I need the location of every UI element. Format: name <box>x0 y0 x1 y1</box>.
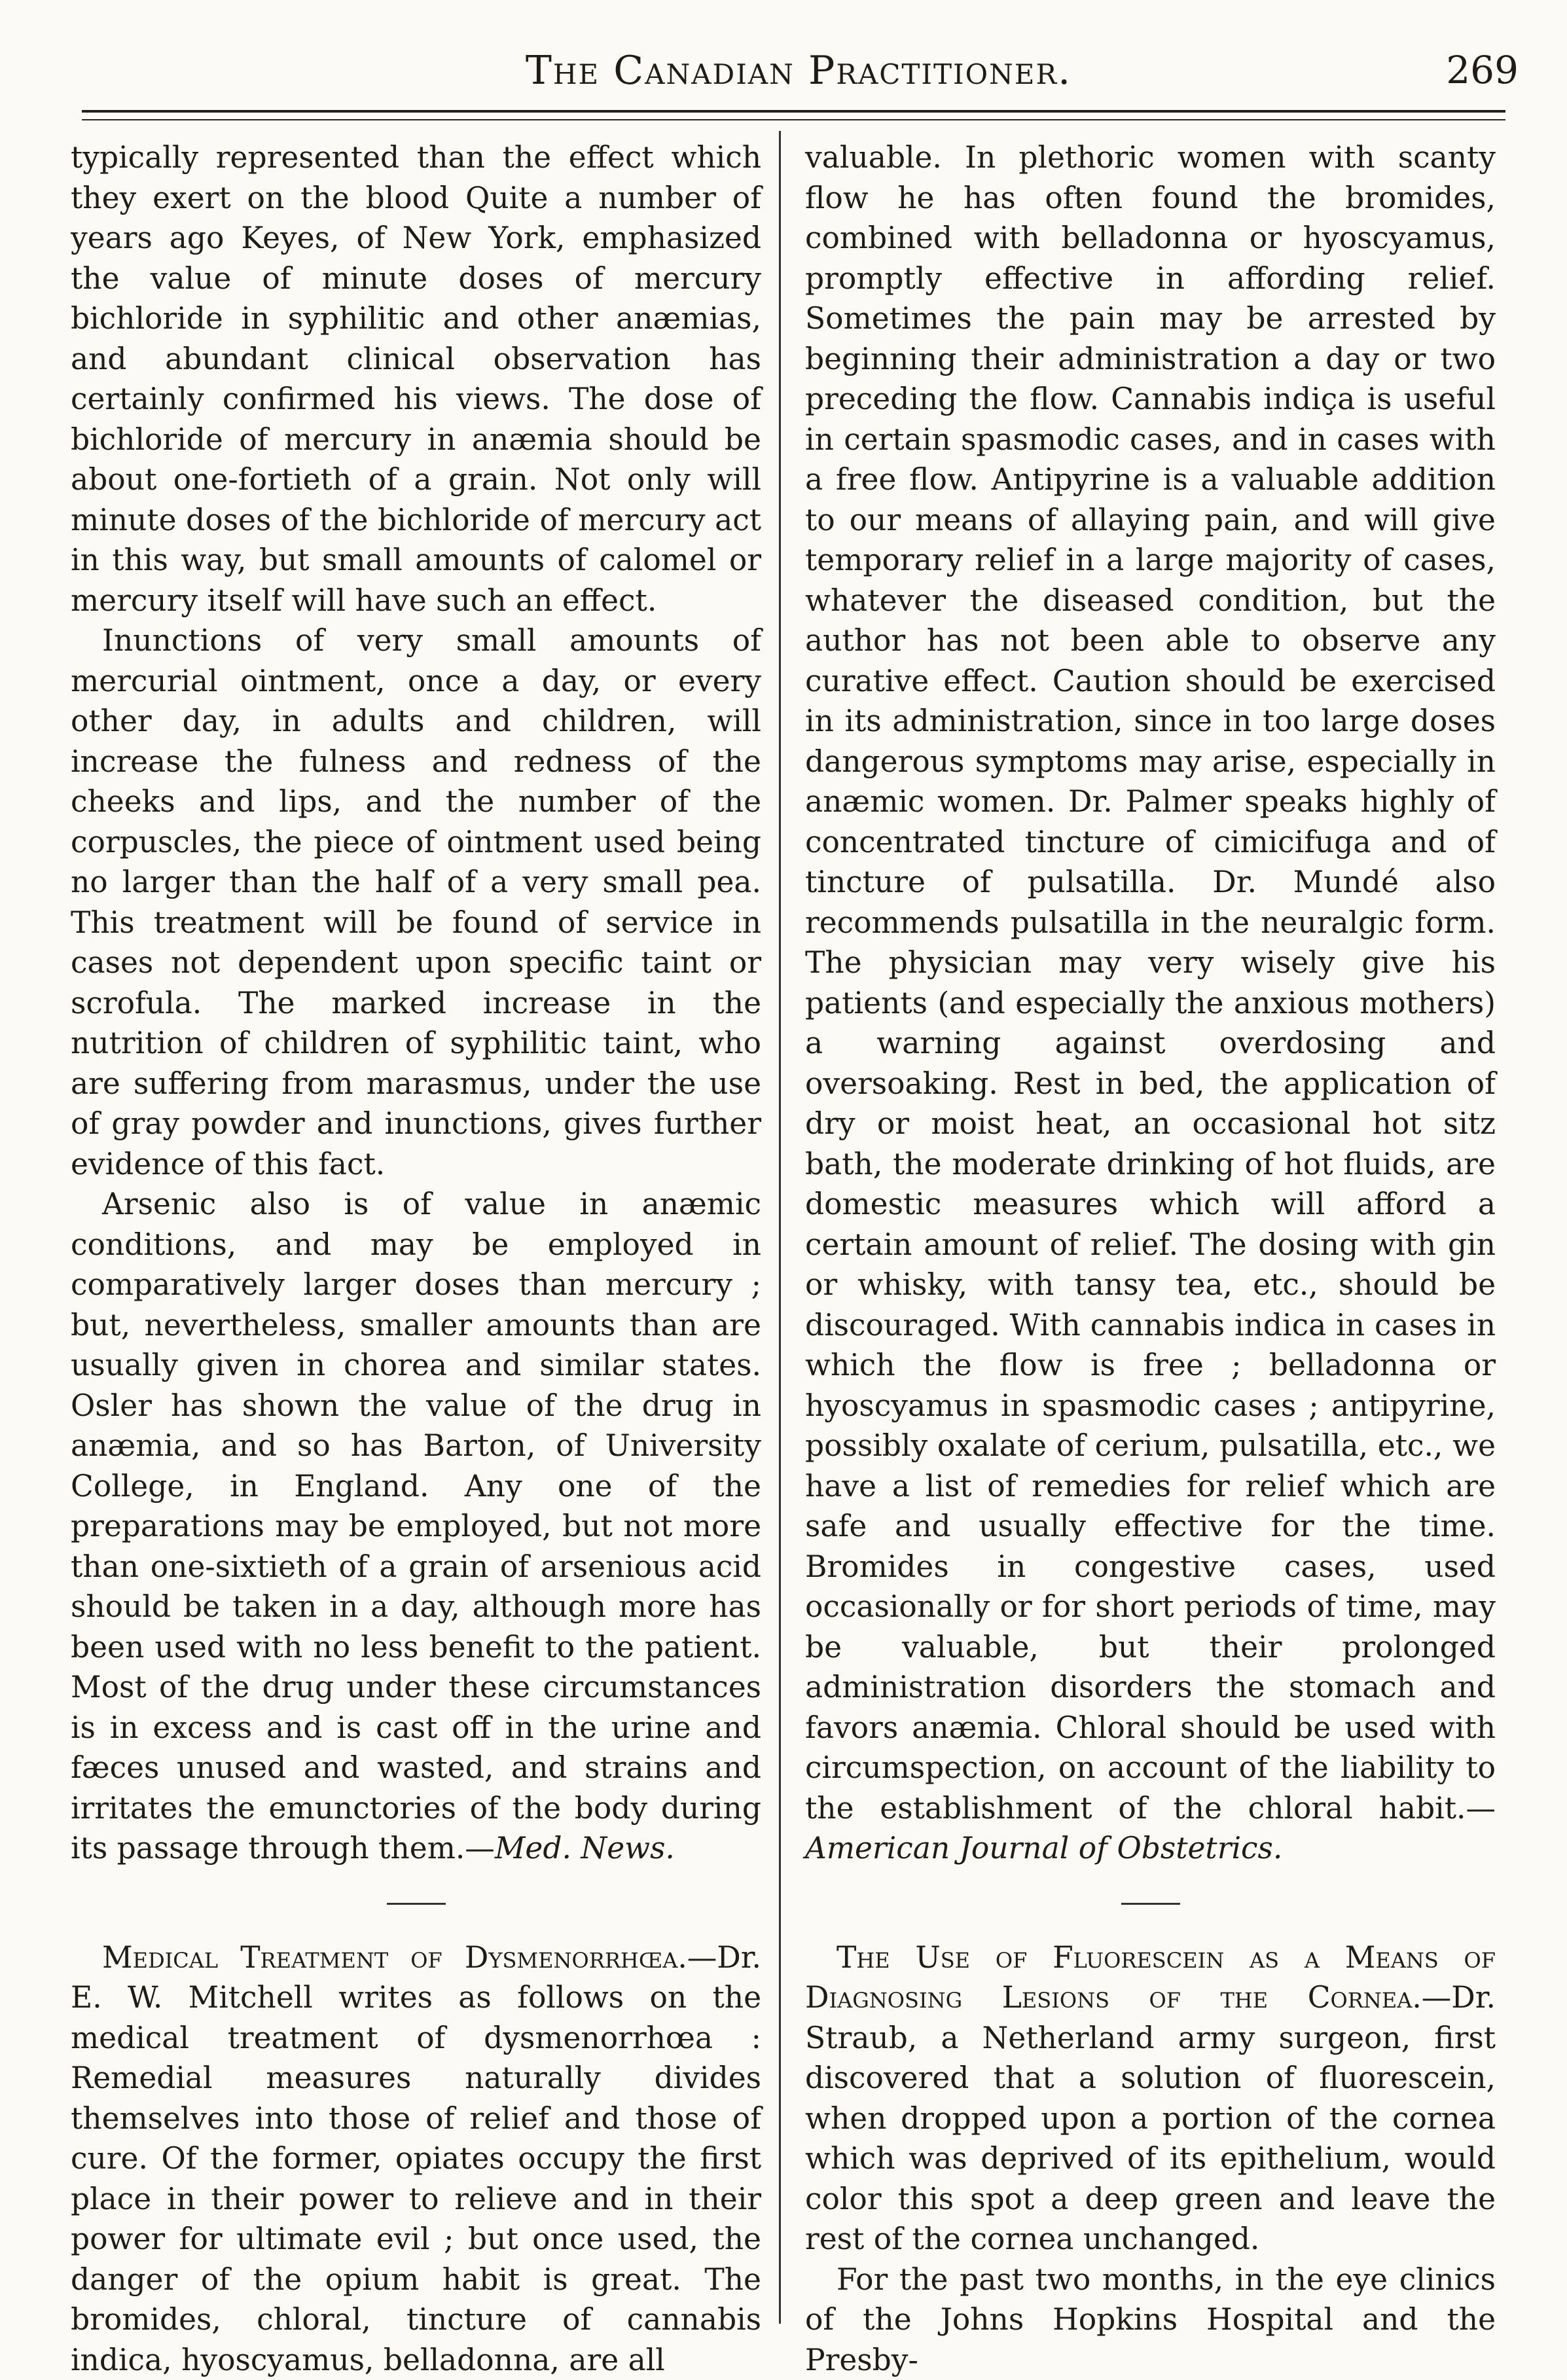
paragraph-text: Arsenic also is of value in anæmic conditions, and may be employed in comparatively larger doses than mercury ; but, nevertheless, smaller amounts than are usually given in chorea and similar states. Osler has shown the value of the drug in anæmia, and so has Barton, of University College, in England. Any one of the preparations may be employed, but not more than one-sixtieth of a grain of arsenious acid should be taken in a day, although more has been used with no less benefit to the patient. Most of the drug under these circumstances is in excess and is cast off in the urine and fæces unused and wasted, and strains and irritates the emunctories of the body during its passage through them.— <box>71 1187 761 1866</box>
header-rule-thick <box>82 110 1505 113</box>
citation: Med. News. <box>495 1831 675 1866</box>
paragraph <box>71 1184 761 1869</box>
column-divider <box>779 131 781 2324</box>
left-column <box>71 137 761 2380</box>
running-title: The Canadian Practitioner. <box>79 48 1519 94</box>
paragraph-text: valuable. In plethoric women with scanty flow he has often found the bromides, combined with belladonna or hyoscyamus, promptly effective in affording relief. Sometimes the pain may be arrested by beginning their administration a day or two preceding the flow. Cannabis indiça is useful in certain spasmodic cases, and in cases with a free flow. Antipyrine is a valuable addition to our means of allaying pain, and will give temporary relief in a large majority of cases, whatever the diseased condition, but the author has not been able to observe any curative effect. Caution should be exercised in its administration, since in too large doses dangerous symptoms may arise, especially in anæmic women. Dr. Palmer speaks highly of concentrated tincture of cimicifuga and of tincture of pulsatilla. Dr. Mundé also recommends pulsatilla in the neuralgic form. The physician may very wisely give his patients (and especially the anxious mothers) a warning against overdosing and oversoaking. Rest in bed, the application of dry or moist heat, an occasional hot sitz bath, the moderate drinking of hot fluids, are domestic measures which will afford a certain amount of relief. The dosing with gin or whisky, with tansy tea, etc., should be discouraged. With cannabis indica in cases in which the flow is free ; belladonna or hyoscyamus in spasmodic cases ; antipyrine, possibly oxalate of cerium, pulsatilla, etc., we have a list of remedies for relief which are safe and usually effective for the time. Bromides in congestive cases, used occasionally or for short periods of time, may be valuable, but their prolonged administration disorders the stomach and favors anæmia. Chloral should be used with circumspection, on account of the liability to the establishment of the chloral habit.— <box>805 140 1496 1826</box>
section-separator <box>1121 1903 1180 1905</box>
paragraph-text: —Dr. E. W. Mitchell writes as follows on the medical treatment of dysmenorrhœa : Remedial measures naturally divides themselves into those of relief and those of cure. Of the former, opiates occupy the first place in their power to relieve and in their power for ultimate evil ; but once used, the danger of the opium habit is great. The bromides, chloral, tincture of cannabis indica, hyoscyamus, belladonna, are all <box>71 1940 761 2377</box>
section-separator <box>387 1903 446 1905</box>
page-number: 269 <box>1446 48 1519 92</box>
paragraph <box>805 137 1496 1869</box>
page-header <box>79 36 1519 108</box>
paragraph <box>805 1938 1496 2260</box>
paragraph-text: —Dr. Straub, a Netherland army surgeon, first discovered that a solution of fluorescein, when dropped upon a portion of the cornea which was deprived of its epithelium, would color this spot a deep green and leave the rest of the cornea unchanged. <box>805 1980 1496 2256</box>
citation: American Journal of Obstetrics. <box>805 1831 1282 1866</box>
section-heading: Medical Treatment of Dysmenorrhœa. <box>102 1940 687 1975</box>
right-column <box>805 137 1496 2380</box>
paragraph <box>71 1938 761 2380</box>
header-rule-thin <box>82 119 1505 120</box>
paragraph: typically represented than the effect which they exert on the blood Quite a number of years ago Keyes, of New York, emphasized the value of minute doses of mercury bichloride in syphilitic and other anæmias, and abundant clinical observation has certainly confirmed his views. The dose of bichloride of mercury in anæmia should be about one-fortieth of a grain. Not only will minute doses of the bichloride of mercury act in this way, but small amounts of calomel or mercury itself will have such an effect. <box>71 137 761 621</box>
paragraph: For the past two months, in the eye clinics of the Johns Hopkins Hospital and the Presby- <box>805 2260 1496 2380</box>
paragraph: Inunctions of very small amounts of mercurial ointment, once a day, or every other day, in adults and children, will increase the fulness and redness of the cheeks and lips, and the number of the corpuscles, the piece of ointment used being no larger than the half of a very small pea. This treatment will be found of service in cases not dependent upon specific taint or scrofula. The marked increase in the nutrition of children of syphilitic taint, who are suffering from marasmus, under the use of gray powder and inunctions, gives further evidence of this fact. <box>71 621 761 1184</box>
section-heading: The Use of Fluorescein as a Means of Diagnosing Lesions of the Cornea. <box>805 1940 1496 2015</box>
